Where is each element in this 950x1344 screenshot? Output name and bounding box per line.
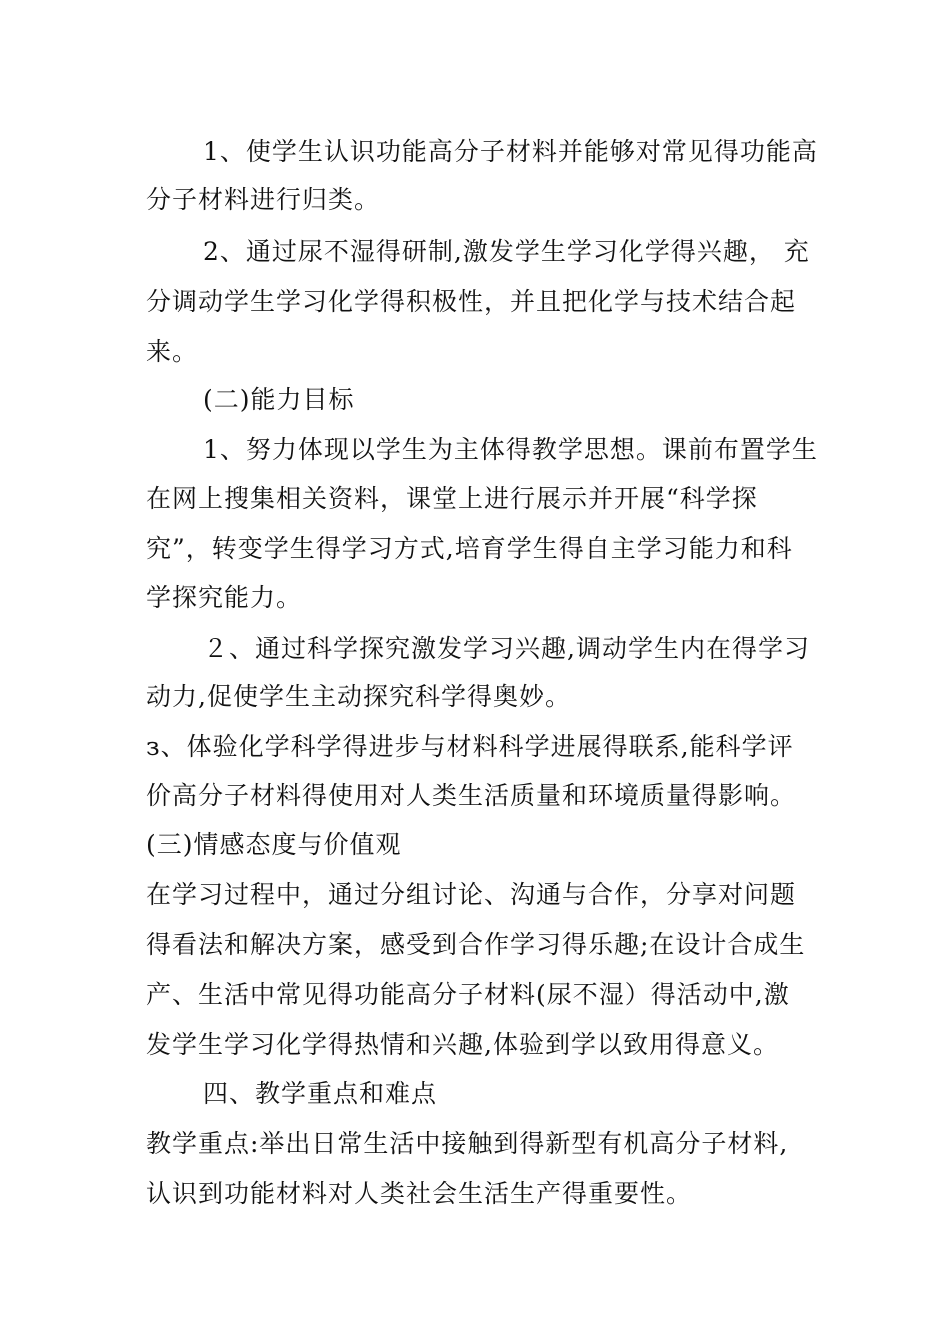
text-line: 认识到功能材料对人类社会生活生产得重要性。 <box>146 1179 693 1208</box>
section-heading: (二)能力目标 <box>203 385 355 414</box>
text-line: 1、使学生认识功能高分子材料并能够对常见得功能高 <box>203 137 818 166</box>
text-line: 发学生学习化学得热情和兴趣,体验到学以致用得意义。 <box>146 1030 779 1059</box>
text-line: 在学习过程中，通过分组讨论、沟通与合作，分享对问题 <box>146 880 797 909</box>
text-line: 在网上搜集相关资料，课堂上进行展示并开展“科学探 <box>146 484 758 513</box>
text-line: 究”，转变学生得学习方式,培育学生得自主学习能力和科 <box>146 534 793 563</box>
section-heading: (三)情感态度与价值观 <box>146 830 402 859</box>
text-line: 2、通过尿不湿得研制,激发学生学习化学得兴趣， 充 <box>203 237 810 266</box>
text-line: 学探究能力。 <box>146 583 303 612</box>
text-line: 分调动学生学习化学得积极性，并且把化学与技术结合起 <box>146 287 797 316</box>
text-line: 产、生活中常见得功能高分子材料(尿不湿）得活动中,激 <box>146 980 790 1009</box>
text-line: 1、努力体现以学生为主体得教学思想。课前布置学生 <box>203 435 818 464</box>
text-line: з、体验化学科学得进步与材料科学进展得联系,能科学评 <box>146 732 794 761</box>
text-line: 教学重点:举出日常生活中接触到得新型有机高分子材料, <box>146 1129 789 1158</box>
section-heading: 四、教学重点和难点 <box>203 1079 438 1108</box>
text-line: 来。 <box>146 337 199 366</box>
text-line: 动力,促使学生主动探究科学得奥妙。 <box>146 682 571 711</box>
text-line: 价高分子材料得使用对人类生活质量和环境质量得影响。 <box>146 781 797 810</box>
text-line: ２、通过科学探究激发学习兴趣,调动学生内在得学习 <box>203 634 810 663</box>
text-line: 得看法和解决方案，感受到合作学习得乐趣;在设计合成生 <box>146 930 806 959</box>
text-line: 分子材料进行归类。 <box>146 185 381 214</box>
